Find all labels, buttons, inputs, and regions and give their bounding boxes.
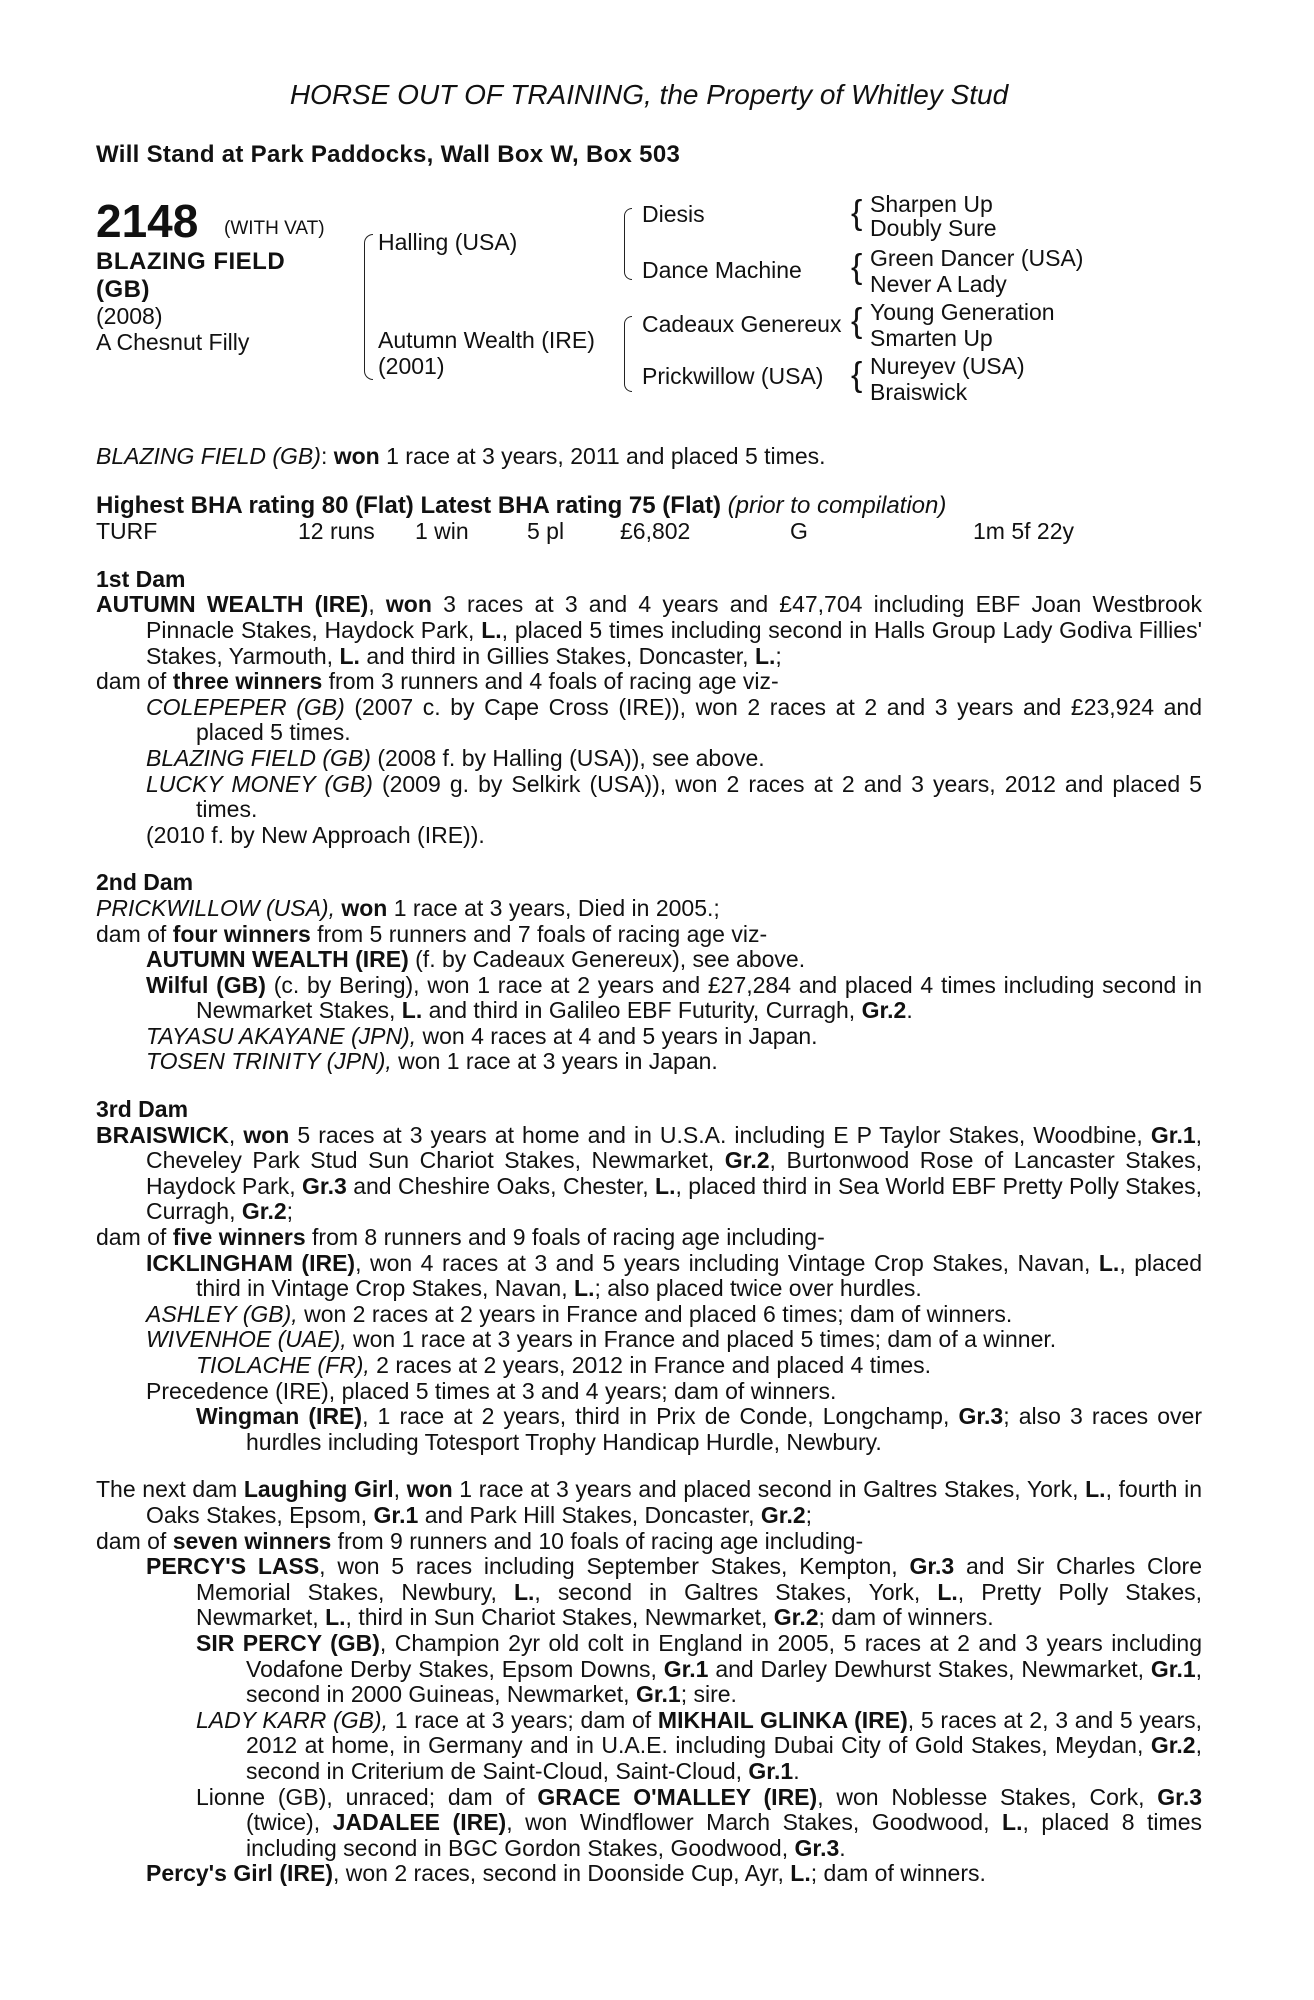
horse-name: BLAZING FIELD (GB) — [96, 247, 286, 303]
stat-runs: 12 runs — [298, 517, 375, 544]
produce-item: TIOLACHE (FR), 2 races at 2 years, 2012 in France and placed 4 times. — [196, 1352, 932, 1378]
stat-going: G — [790, 517, 808, 544]
produce-item: Precedence (IRE), placed 5 times at 3 and 4 years; dam of winners. — [146, 1377, 837, 1404]
dam-produce-summary: dam of five winners from 8 runners and 9 foals of racing age including- — [96, 1224, 825, 1251]
pedigree-sire: Halling (USA) — [378, 228, 518, 255]
dam-produce-summary: dam of four winners from 5 runners and 7 foals of racing age viz- — [96, 920, 768, 947]
dam-produce-summary: dam of seven winners from 9 runners and 10 foals of racing age including- — [96, 1527, 864, 1554]
produce-item: Wilful (GB) (c. by Bering), won 1 race at 2 years and £27,284 and placed 4 times including second in Newmarket Stakes, L. and third in Galileo EBF Futurity, Curragh, Gr.2. — [146, 971, 1202, 1024]
section-heading: 2nd Dam — [96, 869, 194, 896]
produce-item: Wingman (IRE), 1 race at 2 years, third in Prix de Conde, Longchamp, Gr.3; also 3 races over hurdles including Totesport Trophy Handicap Hurdle, Newbury. — [196, 1403, 1202, 1455]
pedigree-sss: Sharpen Up — [870, 190, 993, 217]
brace-2: { — [851, 247, 863, 286]
pedigree-ds: Cadeaux Genereux — [642, 310, 842, 337]
produce-item: WIVENHOE (UAE), won 1 race at 3 years in France and placed 5 times; dam of a winner. — [146, 1326, 1057, 1353]
produce-item: Lionne (GB), unraced; dam of GRACE O'MALLEY (IRE), won Noblesse Stakes, Cork, Gr.3 (twice), JADALEE (IRE), won Windflower March Stakes, Goodwood, L., placed 8 times including second in BGC Gordon Stakes, Goodwood, Gr.3. — [196, 1783, 1203, 1861]
lot-header — [96, 190, 1202, 422]
racing-stats — [96, 519, 1202, 545]
pedigree-ddd: Braiswick — [870, 378, 968, 405]
dam-produce-summary: dam of three winners from 3 runners and 4 foals of racing age viz- — [96, 668, 779, 695]
brace-3: { — [851, 301, 863, 340]
pedigree-sds: Green Dancer (USA) — [870, 244, 1084, 271]
race-summary: BLAZING FIELD (GB): won 1 race at 3 years, 2011 and placed 5 times. — [96, 442, 826, 469]
dam-record: The next dam Laughing Girl, won 1 race at 3 years and placed second in Galtres Stakes, York, L., fourth in Oaks Stakes, Epsom, Gr.1 and Park Hill Stakes, Doncaster, Gr.2; — [96, 1476, 1202, 1528]
pedigree-dd: Prickwillow (USA) — [642, 362, 824, 389]
produce-item: (2010 f. by New Approach (IRE)). — [146, 821, 485, 848]
pedigree-ss: Diesis — [642, 200, 705, 227]
produce-item: TAYASU AKAYANE (JPN), won 4 races at 4 and 5 years in Japan. — [146, 1022, 818, 1049]
dam-brace — [624, 316, 632, 392]
stat-surface: TURF — [96, 517, 158, 544]
lot-number: 2148 — [96, 194, 199, 247]
produce-item: TOSEN TRINITY (JPN), won 1 race at 3 years in Japan. — [146, 1048, 718, 1075]
pedigree-dsd: Smarten Up — [870, 324, 993, 351]
horse-year: (2008) — [96, 302, 163, 329]
produce-item: Percy's Girl (IRE), won 2 races, second in Doonside Cup, Ayr, L.; dam of winners. — [146, 1860, 986, 1887]
pedigree-sd: Dance Machine — [642, 256, 802, 283]
catalogue-page — [96, 78, 1202, 1887]
next-dam-section — [96, 1477, 1202, 1887]
pedigree-ssd: Doubly Sure — [870, 214, 997, 241]
stat-wins: 1 win — [415, 517, 469, 544]
horse-description: A Chesnut Filly — [96, 328, 250, 355]
produce-item: LADY KARR (GB), 1 race at 3 years; dam of MIKHAIL GLINKA (IRE), 5 races at 2, 3 and 5 years, 2012 at home, in Germany and in U.A.E. including Dubai City of Gold Stakes, Meydan, Gr.2, second in Criterium de Saint-Cloud, Saint-Cloud, Gr.1. — [196, 1706, 1203, 1784]
stat-distance: 1m 5f 22y — [973, 517, 1074, 544]
vat-note: (WITH VAT) — [224, 217, 325, 239]
second-dam-section — [96, 870, 1202, 1075]
stand-location: Will Stand at Park Paddocks, Wall Box W, Box 503 — [96, 141, 681, 168]
produce-item: PERCY'S LASS, won 5 races including September Stakes, Kempton, Gr.3 and Sir Charles Clore Memorial Stakes, Newbury, L., second in Galtres Stakes, York, L., Pretty Polly Stakes, Newmarket, L., third in Sun Chariot Stakes, Newmarket, Gr.2; dam of winners. — [146, 1553, 1203, 1631]
brace-1: { — [851, 193, 863, 232]
rating-line: Highest BHA rating 80 (Flat) Latest BHA rating 75 (Flat) (prior to compilation) — [96, 492, 947, 520]
pedigree-dam-year: (2001) — [378, 352, 445, 379]
produce-item: AUTUMN WEALTH (IRE) (f. by Cadeaux Genereux), see above. — [146, 946, 806, 973]
produce-item: SIR PERCY (GB), Champion 2yr old colt in England in 2005, 5 races at 2 and 3 years including Vodafone Derby Stakes, Epsom Downs, Gr.1 and Darley Dewhurst Stakes, Newmarket, Gr.1, second in 2000 Guineas, Newmarket, Gr.1; sire. — [196, 1629, 1203, 1708]
stat-prize: £6,802 — [620, 517, 691, 544]
sire-brace — [624, 208, 632, 280]
pedigree-brace — [364, 234, 373, 380]
pedigree-dds: Nureyev (USA) — [870, 352, 1025, 379]
first-dam-section — [96, 567, 1202, 849]
pedigree-dss: Young Generation — [870, 298, 1055, 325]
dam-record: PRICKWILLOW (USA), won 1 race at 3 years, Died in 2005.; — [96, 894, 720, 921]
third-dam-section — [96, 1097, 1202, 1455]
section-heading: 1st Dam — [96, 565, 186, 592]
pedigree-sdd: Never A Lady — [870, 270, 1007, 297]
produce-item: LUCKY MONEY (GB) (2009 g. by Selkirk (USA)), won 2 races at 2 and 3 years, 2012 and placed 5 times. — [146, 770, 1202, 823]
pedigree-dam: Autumn Wealth (IRE) — [378, 326, 595, 353]
dam-record: BRAISWICK, won 5 races at 3 years at home and in U.S.A. including E P Taylor Stakes, Woodbine, Gr.1, Cheveley Park Stud Sun Chariot Stakes, Newmarket, Gr.2, Burtonwood Rose of Lancaster Stakes, Haydock Park, Gr.3 and Cheshire Oaks, Chester, L., placed third in Sea World EBF Pretty Polly Stakes, Curragh, Gr.2; — [96, 1121, 1203, 1225]
brace-4: { — [851, 355, 863, 394]
produce-item: ICKLINGHAM (IRE), won 4 races at 3 and 5 years including Vintage Crop Stakes, Navan, L., placed third in Vintage Crop Stakes, Navan, L.; also placed twice over hurdles. — [146, 1249, 1202, 1302]
stat-placed: 5 pl — [527, 517, 565, 544]
produce-item: BLAZING FIELD (GB) (2008 f. by Halling (USA)), see above. — [146, 744, 765, 771]
produce-item: COLEPEPER (GB) (2007 c. by Cape Cross (IRE)), won 2 races at 2 and 3 years and £23,924 and placed 5 times. — [146, 693, 1203, 746]
dam-record: AUTUMN WEALTH (IRE), won 3 races at 3 and 4 years and £47,704 including EBF Joan Westbrook Pinnacle Stakes, Haydock Park, L., placed 5 times including second in Halls Group Lady Godiva Fillies' Stakes, Yarmouth, L. and third in Gillies Stakes, Doncaster, L.; — [96, 591, 1203, 669]
produce-item: ASHLEY (GB), won 2 races at 2 years in France and placed 6 times; dam of winners. — [146, 1300, 1013, 1327]
page-title: HORSE OUT OF TRAINING, the Property of Whitley Stud — [289, 79, 1009, 110]
section-heading: 3rd Dam — [96, 1096, 189, 1123]
